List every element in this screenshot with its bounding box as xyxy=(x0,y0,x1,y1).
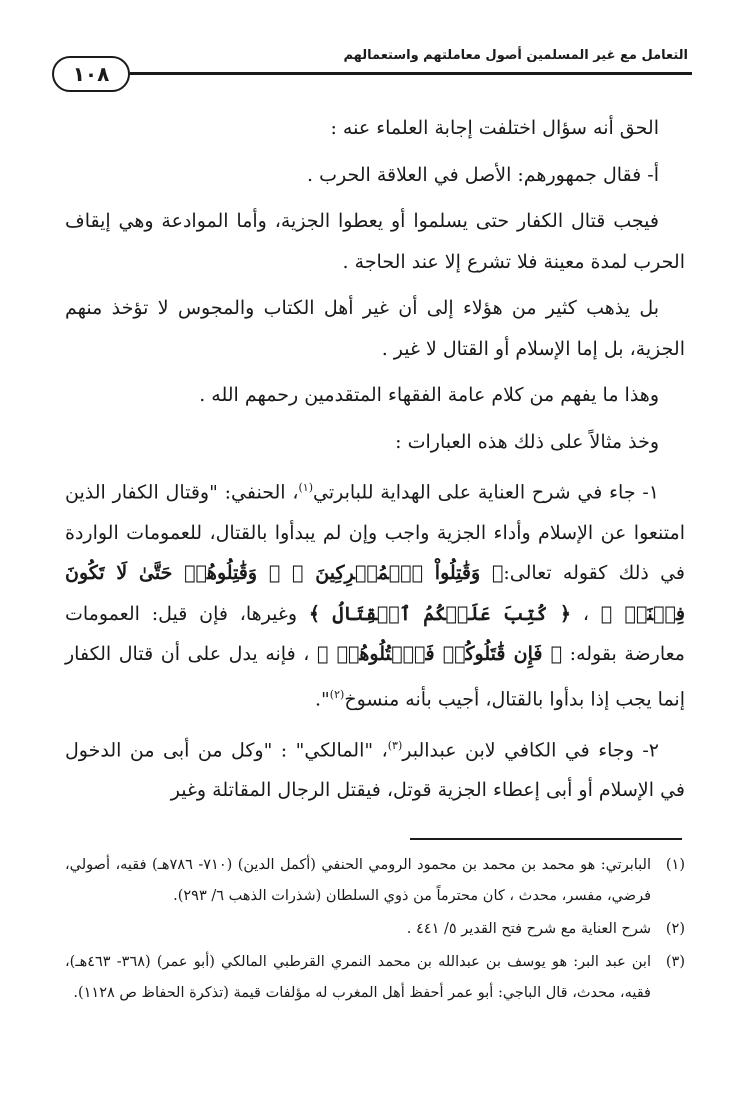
quran-verse: ﴿ فَإِن قَٰتَلُوكُمۡ فَٱقۡتُلُوهُمۡ ﴾ xyxy=(317,643,563,666)
footnote-text: شرح العناية مع شرح فتح القدير ٥/ ٤٤١ . xyxy=(406,921,651,937)
paragraph: الحق أنه سؤال اختلفت إجابة العلماء عنه : xyxy=(330,117,659,139)
header-rule xyxy=(130,72,692,75)
paragraph: أ- فقال جمهورهم: الأصل في العلاقة الحرب . xyxy=(307,163,659,186)
footnote-text: ابن عبد البر: هو يوسف بن عبدالله بن محمد النمري القرطبي المالكي (أبو عمر) (٣٦٨- ٤٦٣هـ)، فقيه، محدث، قال الباجي: أبو عمر أحفظ أهل المغرب له مؤلفات قيمة (تذكرة الحفاظ ص ١١٢٨). xyxy=(65,954,651,1001)
footnotes xyxy=(65,850,685,1011)
text-run: ، فإنه يدل على أن قتال الكفار إنما يجب إذا بدأوا بالقتال، أجيب بأنه منسوخ xyxy=(65,643,685,711)
footnote xyxy=(65,947,685,1009)
paragraph: فيجب قتال الكفار حتى يسلموا أو يعطوا الجزية، وأما الموادعة وهي إيقاف الحرب لمدة معينة فلا تشرع إلا عند الحاجة . xyxy=(65,210,685,273)
footnote-ref: (٢) xyxy=(329,687,345,701)
text-run: ، "المالكي" : "وكل من أبى من الدخول في الإسلام أو أبى إعطاء الجزية قوتل، فيقتل الرجال المقاتلة وغير xyxy=(65,738,685,802)
text-run: ٢- وجاء في الكافي لابن عبدالبر xyxy=(402,738,659,761)
text-run: ، الحنفي: "وقتال الكفار الذين امتنعوا عن الإسلام وأداء الجزية واجب وإن لم يبدأوا بالقتال، للعمومات الواردة في ذلك كقوله تعالى: xyxy=(65,481,685,585)
paragraph: وخذ مثالاً على ذلك هذه العبارات : xyxy=(395,430,659,453)
body-text xyxy=(65,108,685,817)
page-number: ١٠٨ xyxy=(52,56,130,92)
text-run: ١- جاء في شرح العناية على الهداية للبابرتي xyxy=(313,481,659,504)
text-run: وغيرها، فإن قيل: العمومات معارضة بقوله: xyxy=(65,602,685,666)
quran-verse: ﴿ كُتِبَ عَلَيۡكُمُ ٱلۡقِتَالُ ﴾ xyxy=(308,602,571,625)
running-title: التعامل مع غير المسلمين أصول معاملتهم واستعمالهم xyxy=(343,48,688,63)
footnote xyxy=(65,914,685,945)
footnote-number: (٢) xyxy=(665,921,685,937)
footnote-text: البابرتي: هو محمد بن محمد بن محمود الرومي الحنفي (أكمل الدين) (٧١٠- ٧٨٦هـ) فقيه، أصولي، فرضي، مفسر، محدث ، كان محترماً من ذوي السلطان (شذرات الذهب ٦/ ٢٩٣). xyxy=(65,857,651,904)
paragraph: بل يذهب كثير من هؤلاء إلى أن غير أهل الكتاب والمجوس لا تؤخذ منهم الجزية، بل إما الإسلام أو القتال لا غير . xyxy=(65,297,685,360)
paragraph: وهذا ما يفهم من كلام عامة الفقهاء المتقدمين رحمهم الله . xyxy=(199,384,659,406)
footnote-ref: (٣) xyxy=(387,738,403,752)
paragraph xyxy=(65,726,685,811)
paragraph xyxy=(65,468,685,720)
text-run: ، xyxy=(571,602,601,625)
page-header xyxy=(52,40,692,100)
text-run: ". xyxy=(315,688,330,711)
quran-verse: ﴿ وَقَٰتِلُواْ ٱلۡمُشۡرِكِينَ ﴾ ﴿ وَقَٰتِلُوهُمۡ حَتَّىٰ لَا تَكُونَ فِتۡنَةٞ ﴾ xyxy=(65,562,685,625)
footnote xyxy=(65,850,685,912)
footnote-separator xyxy=(410,838,682,840)
footnote-number: (١) xyxy=(665,857,685,873)
footnote-number: (٣) xyxy=(665,954,685,970)
footnote-ref: (١) xyxy=(298,481,313,494)
